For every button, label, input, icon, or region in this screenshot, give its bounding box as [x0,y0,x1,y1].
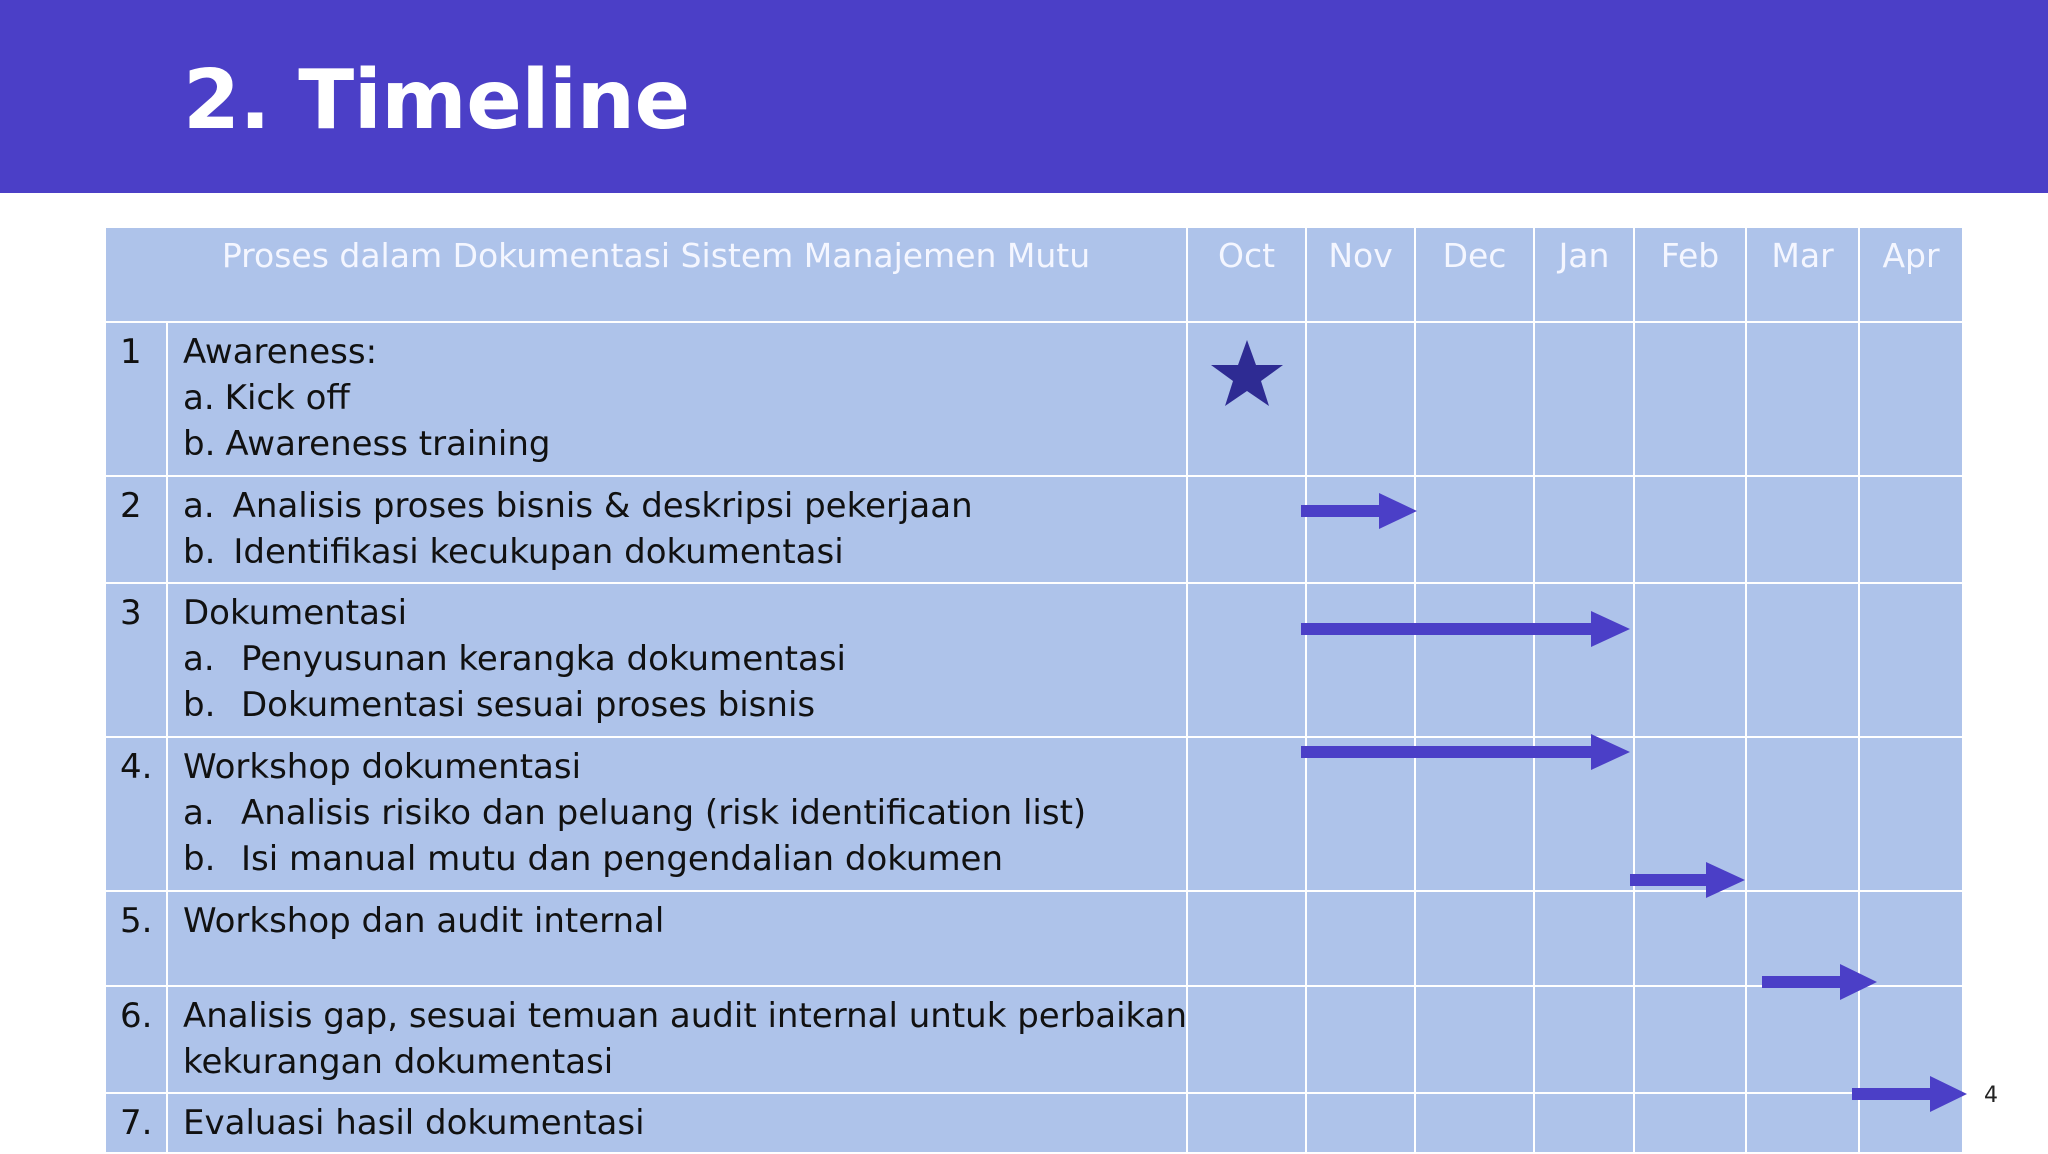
month-cell [1534,986,1634,1093]
month-cell [1534,583,1634,737]
month-cell [1859,583,1963,737]
table-header-row [105,227,1963,322]
month-cell [1306,476,1415,583]
subitem-tag: b. [183,685,216,725]
subitem-tag: b. [183,424,216,464]
task-cell [167,1093,1187,1153]
subitem-text: Dokumentasi sesuai proses bisnis [241,685,816,725]
month-header-mar: Mar [1746,227,1859,322]
month-cell [1859,737,1963,891]
month-cell [1859,322,1963,476]
month-cell [1634,891,1746,986]
row-number: 3 [105,583,167,737]
row-number: 4. [105,737,167,891]
subitem-text: Kick off [224,378,350,418]
month-header-nov: Nov [1306,227,1415,322]
month-cell [1415,476,1534,583]
month-cell [1746,322,1859,476]
month-cell [1187,737,1306,891]
month-cell [1746,986,1859,1093]
month-cell [1534,476,1634,583]
table-row [105,583,1963,737]
task-cell [167,476,1187,583]
task-subitem [183,529,1186,575]
month-cell [1187,476,1306,583]
table-row [105,891,1963,986]
month-cell [1859,891,1963,986]
table-row [105,322,1963,476]
subitem-text: Awareness training [225,424,551,464]
table-row [105,986,1963,1093]
month-cell [1746,583,1859,737]
slide-title: 2. Timeline [183,53,690,148]
month-cell [1187,891,1306,986]
month-cell [1306,322,1415,476]
subitem-text: Isi manual mutu dan pengendalian dokumen [241,839,1004,879]
subitem-tag: a. [183,486,215,526]
subitem-text: Penyusunan kerangka dokumentasi [241,639,846,679]
header-band [0,0,2048,193]
month-cell [1415,986,1534,1093]
table-row [105,1093,1963,1153]
month-cell [1187,322,1306,476]
month-header-jan: Jan [1534,227,1634,322]
task-subitem [183,421,1186,467]
month-cell [1415,1093,1534,1153]
month-cell [1634,583,1746,737]
month-cell [1415,891,1534,986]
month-header-apr: Apr [1859,227,1963,322]
task-subitem [183,682,1186,728]
month-cell [1634,737,1746,891]
task-subitem [183,790,1186,836]
month-cell [1859,476,1963,583]
month-cell [1634,986,1746,1093]
task-title: Analisis gap, sesuai temuan audit internal untuk perbaikan [183,996,1188,1036]
month-cell [1306,986,1415,1093]
row-number: 2 [105,476,167,583]
month-cell [1187,986,1306,1093]
task-title: Evaluasi hasil dokumentasi [183,1103,645,1143]
page-number: 4 [1984,1083,1998,1108]
task-cell [167,583,1187,737]
month-cell [1746,891,1859,986]
subitem-tag: b. [183,532,216,572]
table-row [105,737,1963,891]
subitem-text: Analisis proses bisnis & deskripsi pekerjaan [232,486,973,526]
task-subitem [183,836,1186,882]
row-number: 7. [105,1093,167,1153]
subitem-text: Identifikasi kecukupan dokumentasi [233,532,844,572]
subitem-tag: a. [183,639,215,679]
month-cell [1534,1093,1634,1153]
month-cell [1306,1093,1415,1153]
month-cell [1634,1093,1746,1153]
month-cell [1534,322,1634,476]
subitem-tag: a. [183,793,215,833]
month-cell [1306,583,1415,737]
month-cell [1415,583,1534,737]
task-cell [167,891,1187,986]
month-cell [1187,1093,1306,1153]
month-cell [1634,322,1746,476]
month-header-oct: Oct [1187,227,1306,322]
task-cell [167,322,1187,476]
task-title-continued: kekurangan dokumentasi [183,1042,614,1082]
month-cell [1415,322,1534,476]
subitem-tag: a. [183,378,215,418]
task-title: Workshop dokumentasi [183,747,582,787]
month-cell [1634,476,1746,583]
task-cell [167,986,1187,1093]
table-row [105,476,1963,583]
month-header-feb: Feb [1634,227,1746,322]
month-cell [1859,1093,1963,1153]
task-title: Dokumentasi [183,593,408,633]
month-cell [1187,583,1306,737]
month-cell [1746,737,1859,891]
task-subitem [183,375,1186,421]
task-title: Workshop dan audit internal [183,901,665,941]
task-subitem [183,636,1186,682]
row-number: 6. [105,986,167,1093]
month-cell [1306,737,1415,891]
month-cell [1534,737,1634,891]
subitem-tag: b. [183,839,216,879]
month-cell [1306,891,1415,986]
row-number: 5. [105,891,167,986]
month-cell [1534,891,1634,986]
task-cell [167,737,1187,891]
month-cell [1746,1093,1859,1153]
month-cell [1746,476,1859,583]
task-title: Awareness: [183,332,378,372]
month-cell [1415,737,1534,891]
subitem-text: Analisis risiko dan peluang (risk identification list) [241,793,1087,833]
month-cell [1859,986,1963,1093]
month-header-dec: Dec [1415,227,1534,322]
timeline-table [104,226,1964,1154]
row-number: 1 [105,322,167,476]
process-column-header: Proses dalam Dokumentasi Sistem Manajemen Mutu [105,227,1187,322]
task-subitem [183,483,1186,529]
